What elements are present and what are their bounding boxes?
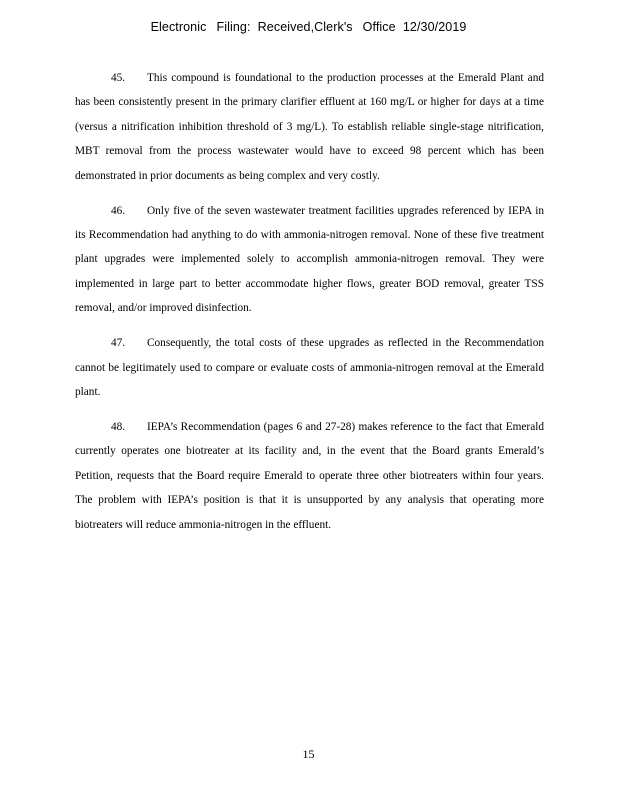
header-filing: Filing: bbox=[216, 20, 251, 34]
page-number: 15 bbox=[302, 747, 315, 761]
header-electronic: Electronic bbox=[150, 20, 207, 34]
header-office: Office bbox=[362, 20, 396, 34]
paragraph-number: 45. bbox=[111, 72, 126, 84]
paragraph-text: This compound is foundational to the production processes at the Emerald Plant and has been consistently present in the primary clarifier effluent at 160 mg/L or higher for days at a time (versus a nitrification inhibition threshold of 3 mg/L). To establish reliable single-stage nitrification, MBT removal from the process wastewater would have to exceed 98 percent which has been demonstrated in prior documents as being complex and very costly. bbox=[75, 72, 544, 182]
paragraph-text: Only five of the seven wastewater treatment facilities upgrades referenced by IEPA in its Recommendation had anything to do with ammonia-nitrogen removal. None of these five treatment plant upgrades were implemented solely to accomplish ammonia-nitrogen removal. They were implemented in large part to better accommodate higher flows, greater BOD removal, greater TSS removal, and/or improved disinfection. bbox=[75, 204, 544, 315]
paragraph-46 bbox=[75, 199, 544, 321]
paragraph-47 bbox=[75, 331, 544, 404]
paragraph-number: 46. bbox=[111, 204, 126, 217]
header-received-clerks: Received,Clerk's bbox=[257, 20, 353, 34]
document-body bbox=[75, 66, 544, 548]
header-date: 12/30/2019 bbox=[402, 20, 467, 34]
paragraph-45 bbox=[75, 66, 544, 188]
paragraph-text: IEPA’s Recommendation (pages 6 and 27-28) makes reference to the fact that Emerald currently operates one biotreater at its facility and, in the event that the Board grants Emerald’s Petition, requests that the Board require Emerald to operate three other biotreaters within four years. The problem with IEPA’s position is that it is unsupported by any analysis that operating more biotreaters will reduce ammonia-nitrogen in the effluent. bbox=[75, 421, 544, 531]
paragraph-number: 48. bbox=[111, 421, 126, 434]
paragraph-number: 47. bbox=[111, 337, 126, 350]
paragraph-text: Consequently, the total costs of these upgrades as reflected in the Recommendation cannot be legitimately used to compare or evaluate costs of ammonia-nitrogen removal at the Emerald plant. bbox=[75, 337, 544, 399]
paragraph-48 bbox=[75, 415, 544, 537]
filing-stamp-header bbox=[0, 20, 617, 34]
